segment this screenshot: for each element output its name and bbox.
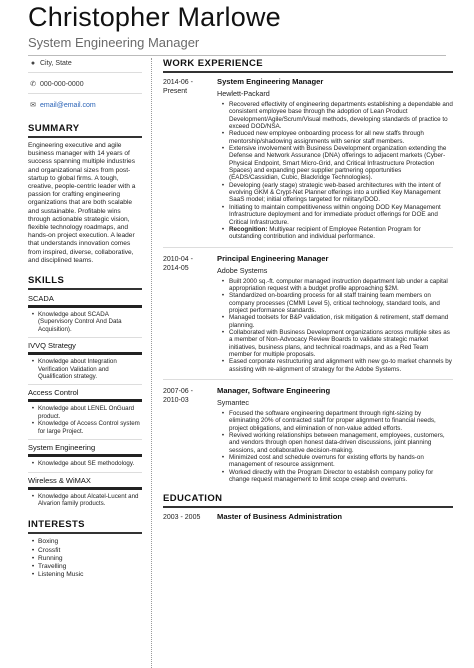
skill-item (28, 294, 142, 338)
job-bullet (217, 204, 453, 226)
bullet-icon: • (31, 546, 35, 554)
bullet-icon: • (221, 130, 225, 138)
job-bullet (217, 454, 453, 469)
email-link[interactable]: email@email.com (40, 101, 96, 109)
skill-divider (28, 384, 142, 385)
education-degree: Master of Business Administration (217, 512, 343, 522)
skill-description-text: Knowledge of Access Control system for large Project. (38, 420, 140, 435)
job-company: Hewlett-Packard (217, 89, 270, 98)
education-heading-bar (163, 506, 453, 508)
job-bullet (217, 130, 453, 145)
interest-text: Listening Music (38, 571, 84, 579)
job-bullet (217, 292, 453, 314)
job-bullet (217, 101, 453, 130)
bullet-icon: • (31, 562, 35, 570)
job-body (217, 77, 453, 241)
bullet-icon: • (221, 314, 225, 322)
job-bullet-text: Recognition: Multiyear recipient of Employee Retention Program for outstanding contribution and individual performance. (229, 225, 421, 241)
skill-item (28, 388, 142, 440)
job-bullet-text: Focused the software engineering department through right-sizing by eliminating 20% of contracted staff for proper alignment to financial needs, project obligations, and elimination of non-value added efforts. (229, 410, 436, 432)
bullet-icon: • (31, 420, 35, 428)
phone-icon: ✆ (30, 81, 36, 88)
bullet-icon: • (221, 358, 225, 366)
skill-level-bar (28, 305, 142, 308)
phone-text: 000-000-0000 (40, 80, 84, 88)
skill-name: SCADA (28, 294, 54, 304)
contact-phone (28, 78, 142, 90)
skill-description-text: Knowledge about Integration Verification Validation and Qualification strategy. (38, 358, 117, 381)
bullet-icon: • (31, 571, 35, 579)
candidate-title: System Engineering Manager (28, 35, 200, 50)
job-bullet (217, 469, 453, 484)
summary-heading: SUMMARY (28, 123, 80, 134)
summary-text: Engineering executive and agile business manager with 14 years of success spanning multiple industries and organizational sizes from post-startup to global firms. A tough, creative, people-centric leader with a passion for crafting engineering organizations that are both scalable and sustainable. Profitable wins through actionable strategic vision, flexible technology roadmaps, and hands-on project execution. A leader that understands innovation comes from inspired, diverse, collaborative, and disciplined teams. (28, 142, 136, 264)
job-entry (163, 77, 453, 241)
job-bullet-text: Extensive involvement with Business Development organization extending the Defense and Network Assurance (DNA) offerings to adjacent markets (Cyber-Physical Endpoint, Smart Micro-Grid, and Critical Infrastructure Protection Spaces) and expanding peer supplier partnering opportunities (EADS/Cassidian, Cubic, Blackridge Technologies). (229, 145, 447, 182)
bullet-icon: • (221, 410, 225, 417)
job-company: Adobe Systems (217, 265, 268, 275)
map-pin-icon: ● (30, 59, 36, 67)
job-bullet-text: Recovered effectivity of engineering departments establishing a dependable and consistent employee base through the adoption of Lean Product Development/Agile/Scrum/Visual methods, developing standards of practice to exceed DOD/NSA. (229, 101, 453, 131)
job-bullet (217, 182, 453, 204)
bullet-icon: • (221, 468, 225, 476)
skill-item (28, 443, 142, 472)
job-bullet-text: Reduced new employee onboarding process for all new staffs through mentorship/shadowing assignments with senior staff members. (229, 130, 424, 145)
job-date-start: 2010-04 - (163, 255, 193, 263)
job-bullet-text: Initiating to maintain competitiveness within ongoing DOD Key Management Infrastructure deployment and for immediate product offerings for DOE and Critical Infrastructure. (229, 203, 441, 226)
job-date-end: Present (163, 88, 188, 95)
bullet-icon: • (221, 277, 225, 285)
list-item (28, 571, 142, 579)
interests-heading-bar (28, 532, 142, 534)
interest-text: Travelling (38, 562, 67, 570)
skill-name: System Engineering (28, 443, 96, 453)
job-bullet-text: Eased corporate restructuring and alignment with new go-to market channels by assisting with re-alignment of strategy for the Adobe Systems. (229, 358, 452, 373)
job-entry (163, 386, 453, 483)
job-bullet-text: Built 2000 sq.-ft. computer managed instruction department lab under a capital appropriation request with a budget profile approaching $2M. (229, 277, 448, 292)
skill-level-bar (28, 487, 142, 490)
job-bullet (217, 314, 453, 329)
skill-description (28, 311, 142, 333)
job-bullet-text: Collaborated with Business Development organizations across multiple sites as a member of Non-Advocacy Review Boards to validate strategic market initiatives, business plans, and technical roadmaps, and as a Red Team member for multiple proposals. (229, 328, 450, 358)
contact-email[interactable] (28, 99, 142, 111)
envelope-icon: ✉ (30, 102, 36, 109)
skills-heading: SKILLS (28, 275, 65, 287)
job-title: System Engineering Manager (217, 77, 324, 86)
interests-heading: INTERESTS (28, 519, 85, 531)
job-bullet-text: Managed toolsets for B&P validation, risk mitigation & retirement, staff demand planning. (229, 314, 449, 329)
job-bullet (217, 226, 453, 241)
bullet-icon: • (221, 432, 225, 440)
skill-name: Wireless & WiMAX (28, 475, 91, 485)
job-dates (163, 77, 217, 241)
contact-location (28, 57, 142, 69)
job-bullet (217, 358, 453, 373)
contact-divider (28, 72, 142, 73)
job-bullet-text: Worked directly with the Program Director to establish company policy for change request management to limit scope creep and overruns. (229, 468, 434, 484)
bullet-icon: • (221, 292, 225, 300)
bullet-icon: • (221, 203, 225, 211)
job-body (217, 254, 453, 373)
skill-description (28, 460, 142, 467)
job-bullet-text: Revived working relationships between management, employees, customers, and vendors through open honest data-driven discussions, joint planning sessions, and collaborative decision-making. (229, 432, 445, 454)
bullet-icon: • (31, 405, 35, 413)
list-item (28, 538, 142, 546)
interest-text: Boxing (38, 538, 59, 546)
job-divider (163, 379, 453, 380)
skill-description (28, 405, 142, 420)
job-date-start: 2014-06 - (163, 79, 193, 86)
bullet-icon: • (31, 460, 35, 468)
list-item (28, 563, 142, 571)
skill-description-text: Knowledge about SCADA (Supervisory Control And Data Acquisition). (38, 311, 122, 333)
skill-description-text: Knowledge about SE methodology. (38, 460, 135, 468)
column-divider (151, 58, 152, 668)
job-divider (163, 247, 453, 248)
job-bullet-text: Developing (early stage) strategic web-based architectures with the intent of evolving GKM & Crypt-Net Planner offerings into a unified Key Management SaaS model; initial offerings targeted for military/DOD. (229, 181, 441, 204)
skill-divider (28, 472, 142, 473)
job-company: Symantec (217, 398, 249, 407)
job-bullet-text: Minimized cost and schedule overruns for existing efforts by hands-on management of resource assignment. (229, 454, 424, 469)
left-column (28, 55, 142, 579)
education-body (217, 512, 453, 522)
skill-description (28, 493, 142, 508)
skill-name: Access Control (28, 388, 79, 398)
bullet-icon: • (31, 538, 35, 546)
interest-text: Crossfit (38, 546, 61, 554)
job-bullet (217, 329, 453, 358)
bullet-icon: • (221, 328, 225, 336)
skill-name: IVVQ Strategy (28, 341, 76, 351)
skill-divider (28, 439, 142, 440)
education-heading: EDUCATION (163, 493, 223, 505)
job-bullet-text: Standardized on-boarding process for all staff training team members on company processes (CMMI Level 5), critical technology, standard tools, and project performance standards. (229, 292, 440, 314)
skill-item (28, 341, 142, 385)
education-entry (163, 512, 453, 522)
bullet-icon: • (31, 492, 35, 500)
skill-level-bar (28, 352, 142, 355)
bullet-icon: • (221, 101, 225, 108)
interests-list (28, 538, 142, 579)
bullet-icon: • (31, 554, 35, 562)
job-bullet (217, 278, 453, 293)
right-column (163, 55, 453, 522)
bullet-icon: • (31, 358, 35, 366)
job-body (217, 386, 453, 483)
skill-level-bar (28, 399, 142, 402)
experience-heading-bar (163, 71, 453, 73)
skill-description-text: Knowledge about LENEL OnGuard product. (38, 405, 135, 420)
skill-description (28, 420, 142, 435)
skill-description (28, 358, 142, 380)
education-dates: 2003 - 2005 (163, 514, 201, 522)
interest-text: Running (38, 554, 63, 562)
bullet-icon: • (221, 145, 225, 153)
skills-heading-bar (28, 288, 142, 290)
list-item (28, 555, 142, 563)
summary-heading-bar (28, 136, 142, 138)
location-text: City, State (40, 59, 72, 67)
bullet-icon: • (221, 454, 225, 462)
bullet-icon: • (221, 225, 225, 233)
job-bullet (217, 145, 453, 182)
job-entry (163, 254, 453, 373)
experience-heading: WORK EXPERIENCE (163, 58, 263, 69)
skill-item (28, 476, 142, 508)
job-dates (163, 254, 217, 373)
contact-divider (28, 93, 142, 94)
bullet-icon: • (31, 311, 35, 319)
list-item (28, 547, 142, 555)
bullet-icon: • (221, 181, 225, 189)
skill-divider (28, 337, 142, 338)
job-bullet (217, 432, 453, 454)
job-title: Principal Engineering Manager (217, 253, 329, 263)
job-date-end: 2010-03 (163, 397, 189, 404)
skill-level-bar (28, 454, 142, 457)
recognition-label: Recognition: (229, 225, 268, 233)
job-title: Manager, Software Engineering (217, 386, 331, 395)
candidate-name: Christopher Marlowe (28, 2, 281, 32)
job-dates (163, 386, 217, 483)
job-date-start: 2007-06 - (163, 388, 193, 395)
job-bullet (217, 410, 453, 432)
skill-description-text: Knowledge about Alcatel-Lucent and Alvarion family products. (38, 492, 139, 507)
job-date-end: 2014-05 (163, 264, 189, 272)
